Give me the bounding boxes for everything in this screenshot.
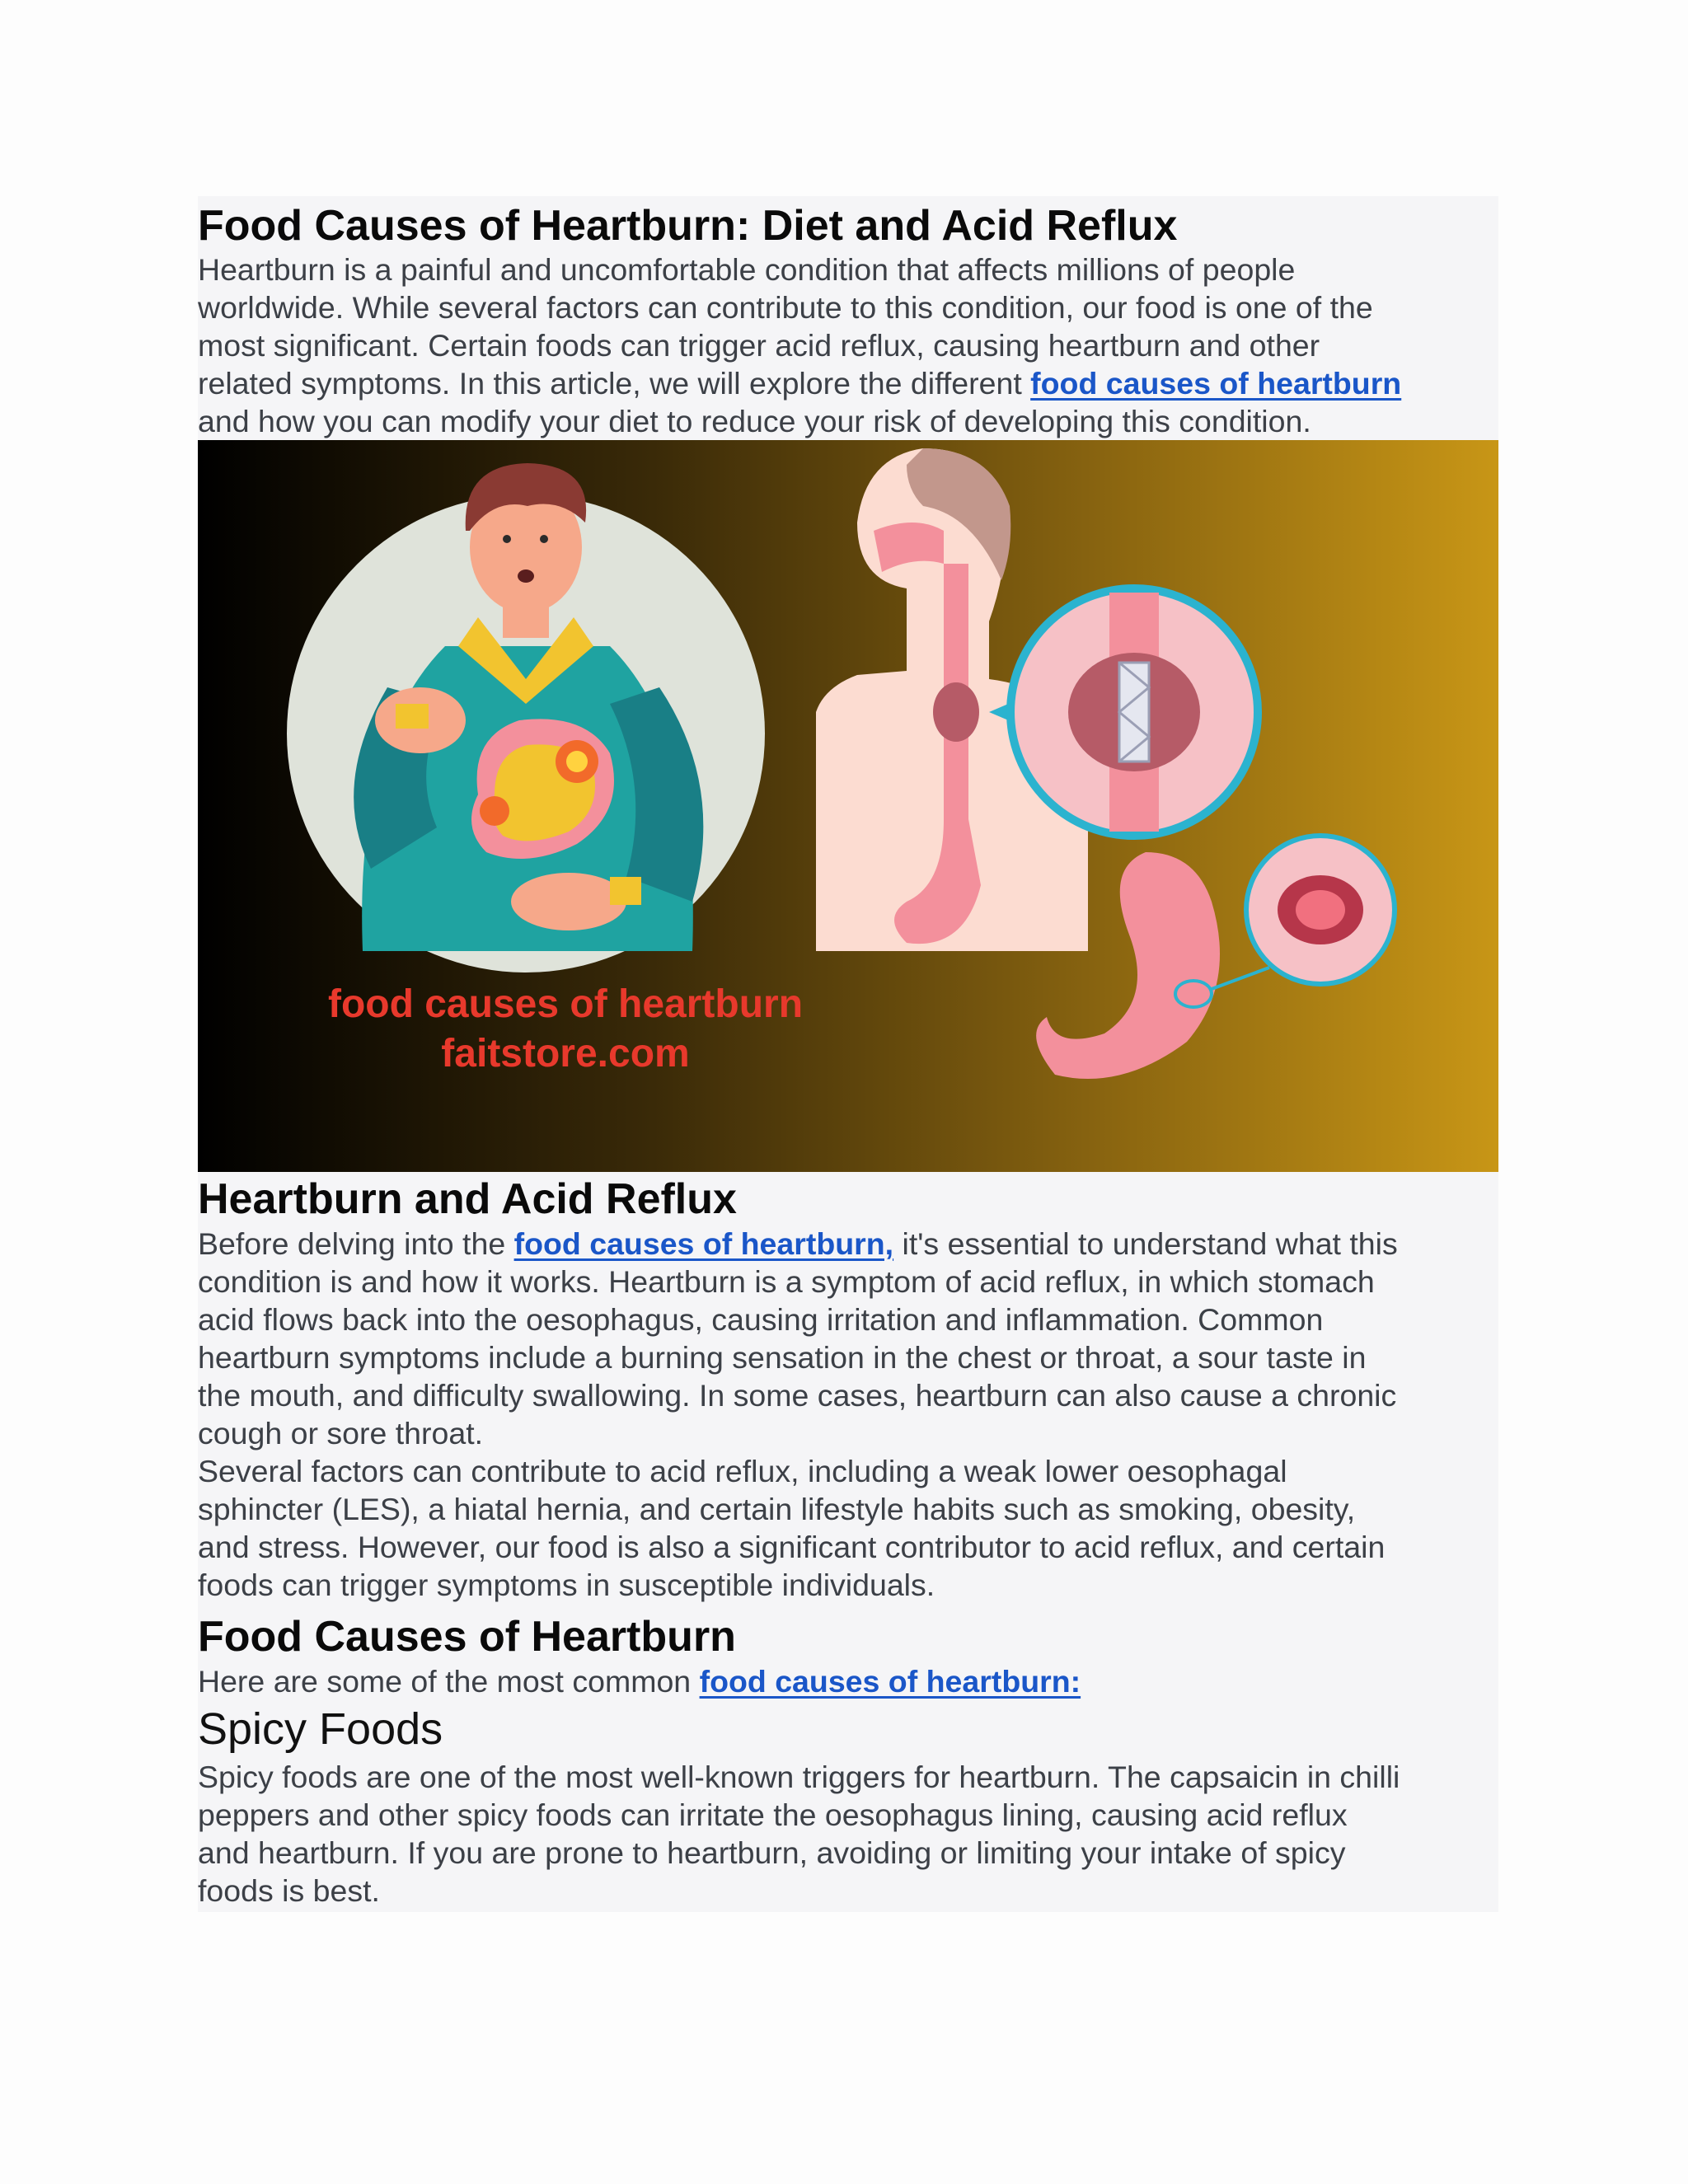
hero-illustration — [198, 440, 1498, 1172]
spicy-line-2: peppers and other spicy foods can irritate the oesophagus lining, causing acid reflux — [198, 1797, 1348, 1832]
intro-line-1: Heartburn is a painful and uncomfortable condition that affects millions of people — [198, 252, 1296, 287]
subheading-spicy-foods: Spicy Foods — [198, 1704, 443, 1754]
section1-paragraph-1 — [198, 1225, 1500, 1452]
article-content — [198, 196, 1498, 1912]
section1-p1-line-1 — [198, 1225, 1500, 1263]
section-heading-heartburn-acid-reflux: Heartburn and Acid Reflux — [198, 1175, 737, 1223]
food-causes-link-3[interactable]: food causes of heartburn: — [699, 1664, 1081, 1699]
intro-line-4 — [198, 364, 1500, 402]
image-caption-line-1: food causes of heartburn — [327, 982, 804, 1026]
page-title: Food Causes of Heartburn: Diet and Acid Reflux — [198, 202, 1178, 250]
spicy-line-3: and heartburn. If you are prone to heartburn, avoiding or limiting your intake of spicy — [198, 1835, 1346, 1870]
section1-p1-line-5: the mouth, and difficulty swallowing. In some cases, heartburn can also cause a chronic — [198, 1378, 1397, 1413]
section1-p1-line-4: heartburn symptoms include a burning sensation in the chest or throat, a sour taste in — [198, 1340, 1367, 1375]
spicy-line-1: Spicy foods are one of the most well-known triggers for heartburn. The capsaicin in chilli — [198, 1760, 1400, 1794]
section-heading-food-causes: Food Causes of Heartburn — [198, 1613, 736, 1661]
intro-line-2: worldwide. While several factors can contribute to this condition, our food is one of the — [198, 290, 1373, 325]
section2-intro-line — [198, 1662, 1500, 1700]
intro-line-3: most significant. Certain foods can trigger acid reflux, causing heartburn and other — [198, 328, 1320, 363]
section1-p1-line-1-post: it's essential to understand what this — [893, 1226, 1398, 1261]
spicy-foods-paragraph — [198, 1758, 1500, 1910]
food-causes-link[interactable]: food causes of heartburn — [1030, 366, 1402, 401]
section1-p2-line-2: sphincter (LES), a hiatal hernia, and certain lifestyle habits such as smoking, obesity, — [198, 1492, 1356, 1526]
section1-p1-line-3: acid flows back into the oesophagus, causing irritation and inflammation. Common — [198, 1302, 1324, 1337]
sphincter-zoom-icon — [1010, 588, 1258, 836]
section1-p1-line-2: condition is and how it works. Heartburn is a symptom of acid reflux, in which stomach — [198, 1264, 1375, 1299]
section2-intro-text: Here are some of the most common — [198, 1664, 700, 1699]
intro-paragraph — [198, 251, 1500, 440]
section1-p1-line-1-pre: Before delving into the — [198, 1226, 514, 1261]
section1-paragraph-2 — [198, 1452, 1500, 1604]
section1-p2-line-1: Several factors can contribute to acid reflux, including a weak lower oesophagal — [198, 1454, 1287, 1488]
section2-intro — [198, 1662, 1500, 1700]
spicy-line-4: foods is best. — [198, 1873, 380, 1908]
section1-p2-line-4: foods can trigger symptoms in susceptible individuals. — [198, 1568, 935, 1602]
intro-line-5: and how you can modify your diet to reduce your risk of developing this condition. — [198, 404, 1311, 438]
food-causes-link-2[interactable]: food causes of heartburn, — [513, 1226, 894, 1261]
section1-p1-line-6: cough or sore throat. — [198, 1416, 484, 1451]
intro-line-4-text: related symptoms. In this article, we will explore the different — [198, 366, 1031, 401]
image-caption-line-2: faitstore.com — [441, 1032, 690, 1076]
section1-p2-line-3: and stress. However, our food is also a significant contributor to acid reflux, and certain — [198, 1530, 1386, 1564]
